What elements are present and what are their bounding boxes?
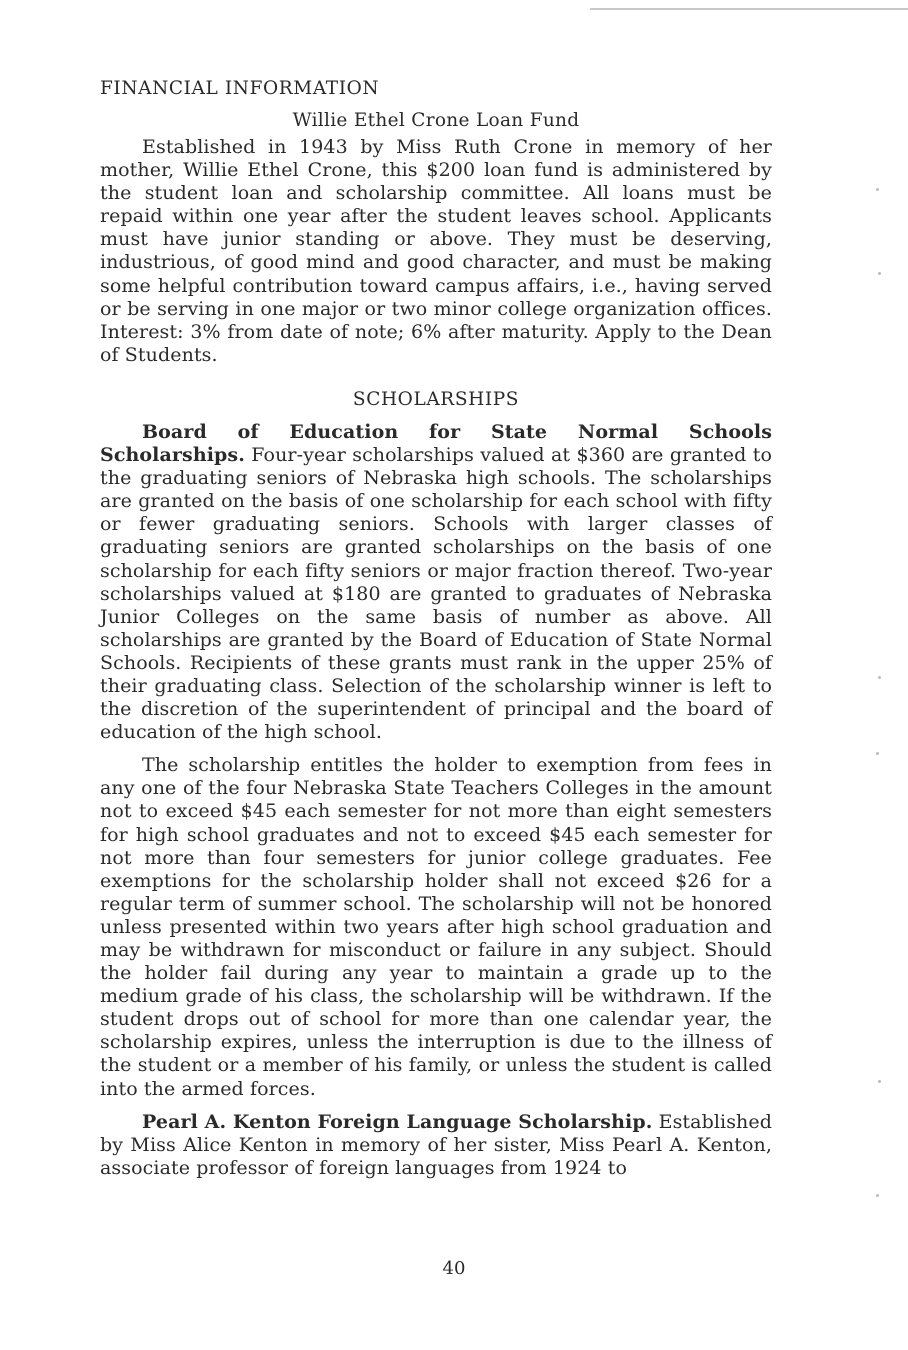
scan-speck bbox=[876, 1194, 879, 1197]
page-number: 40 bbox=[442, 1258, 466, 1279]
top-edge-line bbox=[590, 8, 908, 10]
scan-speck bbox=[878, 1080, 881, 1083]
loan-fund-paragraph: Established in 1943 by Miss Ruth Crone in memory of her mother, Willie Ethel Crone, this $200 loan fund is administered by the student loan and scholarship committee. All loans must be repaid within one year after the student leaves school. Applicants must have junior standing or above. They must be deserving, industrious, of good mind and good character, and must be making some helpful contribution toward campus affairs, i.e., having served or be serving in one major or two minor college organization offices. Interest: 3% from date of note; 6% after maturity. Apply to the Dean of Students. bbox=[100, 136, 772, 366]
scan-speck bbox=[878, 272, 881, 275]
page-content bbox=[100, 74, 772, 1190]
kenton-scholarship-paragraph bbox=[100, 1111, 772, 1180]
scan-speck bbox=[876, 188, 879, 191]
board-scholarship-title: Board of Education for State Normal Schools Scholarships. bbox=[100, 420, 772, 467]
scan-speck bbox=[876, 752, 879, 755]
kenton-scholarship-title: Pearl A. Kenton Foreign Language Scholarship. bbox=[142, 1110, 653, 1133]
board-scholarship-text: Four-year scholarships valued at $360 are granted to the graduating seniors of Nebraska high schools. The scholarships are granted on the basis of one scholarship for each school with fifty or fewer graduating seniors. Schools with larger classes of graduating seniors are granted scholarships on the basis of one scholarship for each fifty seniors or major fraction thereof. Two-year scholarships valued at $180 are granted to graduates of Nebraska Junior Colleges on the same basis of number as above. All scholarships are granted by the Board of Education of State Normal Schools. Recipients of these grants must rank in the upper 25% of their graduating class. Selection of the scholarship winner is left to the discretion of the superintendent of principal and the board of education of the high school. bbox=[100, 444, 772, 744]
exemption-paragraph: The scholarship entitles the holder to exemption from fees in any one of the four Nebraska State Teachers Colleges in the amount not to exceed $45 each semester for not more than eight semesters for high school graduates and not to exceed $45 each semester for not more than four semesters for junior college graduates. Fee exemptions for the scholarship holder shall not exceed $26 for a regular term of summer school. The scholarship will not be honored unless presented within two years after high school graduation and may be withdrawn for misconduct or failure in any subject. Should the holder fail during any year to maintain a grade up to the medium grade of his class, the scholarship will be withdrawn. If the student drops out of school for more than one calendar year, the scholarship expires, unless the interruption is due to the illness of the student or a member of his family, or unless the student is called into the armed forces. bbox=[100, 754, 772, 1100]
scan-speck bbox=[878, 676, 881, 679]
scholarships-heading: SCHOLARSHIPS bbox=[352, 388, 520, 410]
financial-information-heading: FINANCIAL INFORMATION bbox=[100, 78, 380, 99]
board-scholarship-paragraph bbox=[100, 421, 772, 744]
kenton-scholarship-text: Established by Miss Alice Kenton in memory of her sister, Miss Pearl A. Kenton, associate professor of foreign languages from 1924 to bbox=[100, 1110, 772, 1179]
loan-fund-title: Willie Ethel Crone Loan Fund bbox=[292, 110, 580, 131]
